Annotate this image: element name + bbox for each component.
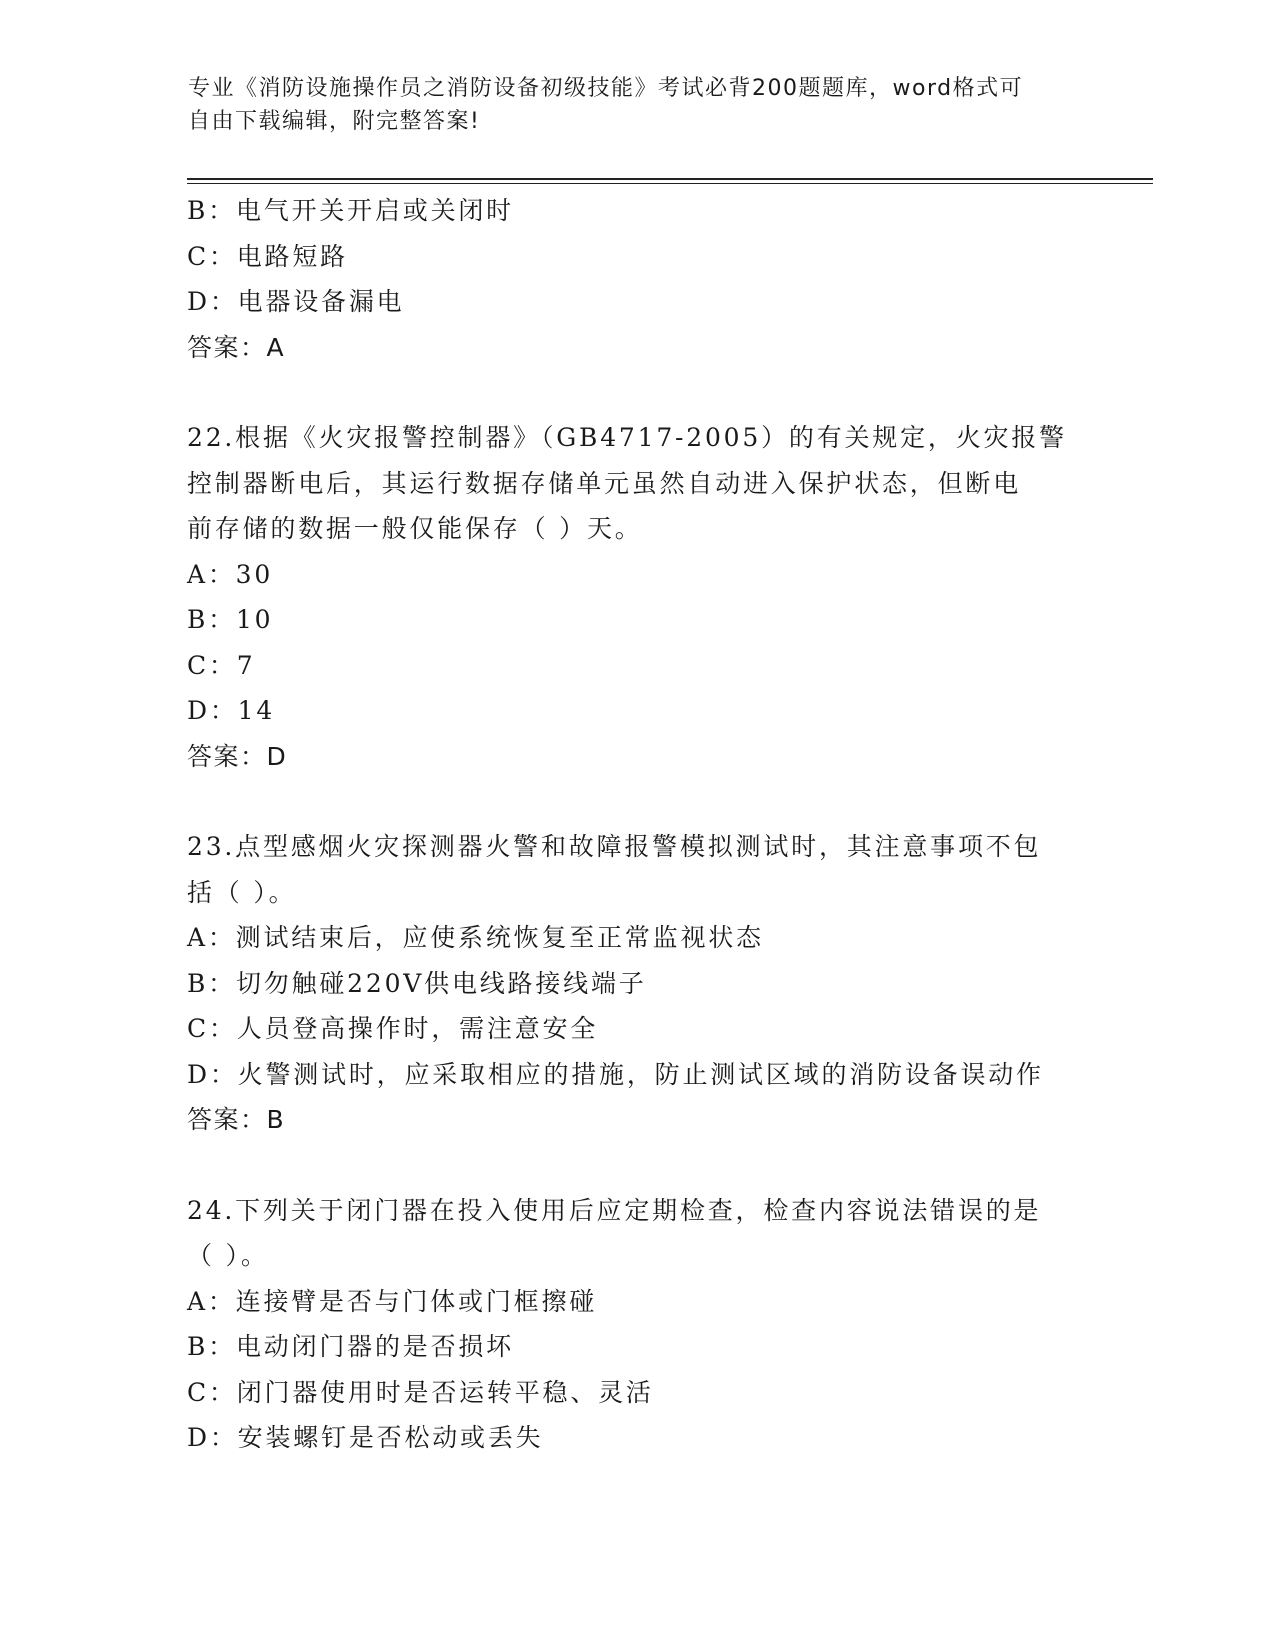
option-a: A：测试结束后，应使系统恢复至正常监视状态 [187, 923, 764, 952]
option-a: A：30 [187, 559, 274, 589]
question-21 [187, 188, 1087, 370]
option-c: C：人员登高操作时，需注意安全 [187, 1014, 599, 1043]
option-c: C：电路短路 [187, 241, 348, 271]
answer: 答案：B [187, 1105, 286, 1134]
header-rule-thin [187, 183, 1153, 184]
question-text-line-2: 控制器断电后，其运行数据存储单元虽然自动进入保护状态，但断电 [187, 468, 1022, 498]
question-text-line-1: 24.下列关于闭门器在投入使用后应定期检查，检查内容说法错误的是 [187, 1195, 1042, 1225]
question-text-line-2: 括（ ）。 [187, 877, 297, 907]
option-d: D：电器设备漏电 [187, 287, 405, 316]
option-d: D：14 [187, 696, 276, 725]
answer: 答案：D [187, 741, 288, 771]
header-line-2: 自由下载编辑，附完整答案! [188, 109, 481, 134]
option-d: D：安装螺钉是否松动或丢失 [187, 1423, 544, 1452]
option-b: B：电气开关开启或关闭时 [187, 196, 514, 225]
question-text-line-2: （ ）。 [187, 1241, 269, 1270]
question-text-line-1: 22.根据《火灾报警控制器》（GB4717-2005）的有关规定，火灾报警 [187, 423, 1067, 452]
option-b: B：切勿触碰220V供电线路接线端子 [187, 968, 647, 998]
option-b: B：10 [187, 605, 274, 634]
answer: 答案：A [187, 332, 286, 362]
document-body [187, 188, 1087, 1461]
option-a: A：连接臂是否与门体或门框擦碰 [187, 1286, 598, 1316]
question-22 [187, 415, 1087, 779]
option-c: C：7 [187, 650, 256, 680]
option-c: C：闭门器使用时是否运转平稳、灵活 [187, 1377, 654, 1407]
option-b: B：电动闭门器的是否损坏 [187, 1332, 514, 1361]
header-line-1: 专业《消防设施操作员之消防设备初级技能》考试必背200题题库，word格式可 [188, 76, 1024, 101]
header-rule-thick [187, 178, 1153, 180]
document-header [188, 72, 1068, 138]
option-d: D：火警测试时，应采取相应的措施，防止测试区域的消防设备误动作 [187, 1059, 1044, 1089]
question-text-line-1: 23.点型感烟火灾探测器火警和故障报警模拟测试时，其注意事项不包 [187, 832, 1042, 861]
question-23 [187, 824, 1087, 1143]
question-24 [187, 1188, 1087, 1461]
question-text-line-3: 前存储的数据一般仅能保存（ ）天。 [187, 514, 643, 543]
